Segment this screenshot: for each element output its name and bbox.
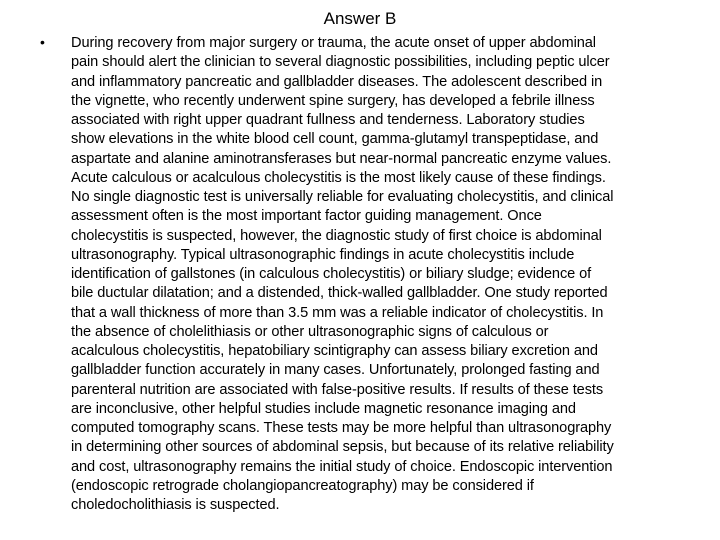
paragraph-line: acalculous cholecystitis, hepatobiliary scintigraphy can assess biliary excretion and (71, 343, 598, 359)
paragraph-line: During recovery from major surgery or trauma, the acute onset of upper abdominal (71, 35, 596, 51)
paragraph-line: gallbladder function accurately in many cases. Unfortunately, prolonged fasting and (71, 362, 600, 379)
paragraph-line: ultrasonography. Typical ultrasonographic findings in acute cholecystitis include (71, 246, 575, 263)
paragraph-line: aspartate and alanine aminotransferases but near-normal pancreatic enzyme values. (71, 150, 612, 167)
paragraph-line: associated with right upper quadrant fullness and tenderness. Laboratory studies (71, 112, 585, 128)
paragraph-line: that a wall thickness of more than 3.5 mm was a reliable indicator of cholecystitis. In (71, 304, 604, 321)
bullet-marker: • (40, 34, 45, 50)
paragraph-line: show elevations in the white blood cell count, gamma-glutamyl transpeptidase, and (71, 131, 599, 148)
paragraph-line: No single diagnostic test is universally reliable for evaluating cholecystitis, and clinical (71, 189, 614, 205)
paragraph-line: are inconclusive, other helpful studies include magnetic resonance imaging and (71, 400, 576, 417)
paragraph-line: and cost, ultrasonography remains the initial study of choice. Endoscopic intervention (71, 458, 613, 475)
paragraph-line: computed tomography scans. These tests may be more helpful than ultrasonography (71, 420, 612, 436)
paragraph-line: in determining other sources of abdominal sepsis, but because of its relative reliability (71, 439, 614, 456)
paragraph-line: parenteral nutrition are associated with false-positive results. If results of these tests (71, 381, 604, 398)
paragraph-line: assessment often is the most important factor guiding management. Once (71, 208, 542, 225)
paragraph-line: the absence of cholelithiasis or other ultrasonographic signs of calculous or (71, 323, 549, 340)
paragraph-line: Acute calculous or acalculous cholecystitis is the most likely cause of these findings. (71, 169, 606, 186)
answer-paragraph (71, 34, 614, 515)
paragraph-line: and inflammatory pancreatic and gallbladder diseases. The adolescent described in (71, 73, 603, 90)
paragraph-line: bile ductular dilatation; and a distended, thick-walled gallbladder. One study reported (71, 285, 608, 302)
paragraph-line: choledocholithiasis is suspected. (71, 497, 280, 513)
paragraph-line: identification of gallstones (in calculous cholecystitis) or biliary sludge; evidence of (71, 266, 592, 282)
paragraph-line: (endoscopic retrograde cholangiopancreatography) may be considered if (71, 477, 534, 494)
paragraph-line: pain should alert the clinician to several diagnostic possibilities, including peptic ulcer (71, 54, 610, 71)
paragraph-line: cholecystitis is suspected, however, the diagnostic study of first choice is abdominal (71, 227, 602, 244)
paragraph-line: the vignette, who recently underwent spine surgery, has developed a febrile illness (71, 92, 595, 109)
slide-title: Answer B (323, 9, 397, 28)
